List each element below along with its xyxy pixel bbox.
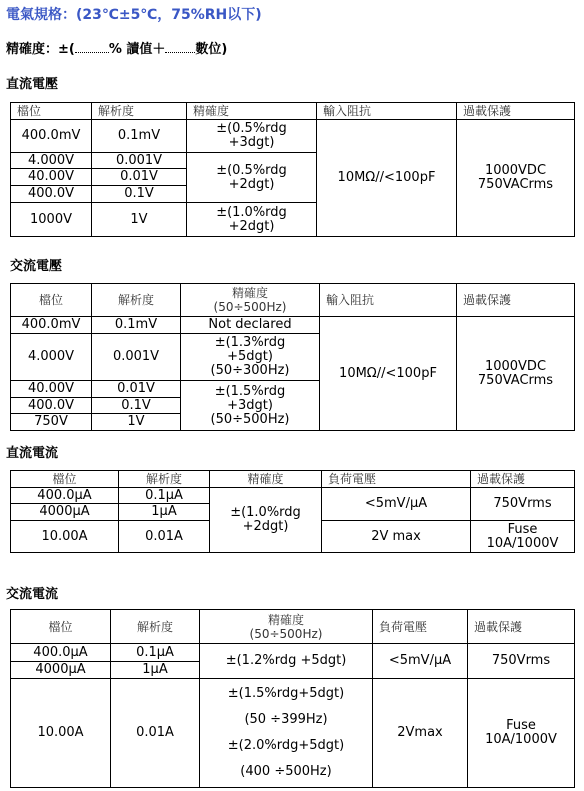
- range-cell: 400.0mV: [11, 317, 92, 334]
- accuracy-line: ±(0.5%rdg: [216, 121, 287, 136]
- accuracy-cell: [200, 679, 373, 788]
- accuracy-line: ±(1.3%rdg: [214, 335, 286, 350]
- accuracy-line: ±(1.5%rdg+5dgt): [227, 686, 345, 701]
- resolution-cell: 0.1V: [92, 186, 187, 203]
- overload-cell: [457, 317, 575, 431]
- range-cell: 4.000V: [11, 334, 92, 381]
- range-cell: 10.00A: [11, 521, 119, 553]
- overload-line: 750VACrms: [477, 177, 554, 192]
- resolution-cell: 0.001V: [92, 153, 187, 169]
- header-accuracy-freq: (50÷500Hz): [213, 300, 287, 314]
- accuracy-freq: (50÷300Hz): [210, 363, 290, 378]
- header-accuracy: 精確度: [210, 471, 322, 488]
- header-accuracy: 精確度: [187, 103, 317, 120]
- resolution-cell: 1V: [92, 414, 181, 431]
- range-cell: 40.00V: [11, 169, 92, 186]
- overload-line: Fuse: [507, 521, 538, 537]
- accuracy-blank-percent: [75, 52, 109, 53]
- burden-cell: <5mV/μA: [373, 644, 468, 679]
- overload-line: 10A/1000V: [486, 535, 559, 551]
- page-title: 電氣規格：(23℃±5℃，75%RH以下): [6, 7, 262, 23]
- resolution-cell: 0.01V: [92, 169, 187, 186]
- header-resolution: 解析度: [92, 103, 187, 120]
- accuracy-cell: [187, 203, 317, 237]
- header-range: 檔位: [11, 284, 92, 317]
- header-range: 檔位: [11, 103, 92, 120]
- acv-table: [10, 283, 575, 431]
- accuracy-line: +5dgt): [227, 349, 273, 364]
- range-cell: 1000V: [11, 203, 92, 237]
- range-cell: 10.00A: [11, 679, 111, 788]
- resolution-cell: 0.1μA: [111, 644, 200, 662]
- range-cell: 400.0mV: [11, 120, 92, 153]
- range-cell: 750V: [11, 414, 92, 431]
- accuracy-blank-digits: [165, 52, 195, 53]
- table-header-row: [11, 103, 575, 120]
- accuracy-line: +3dgt): [227, 397, 273, 413]
- header-overload: 過載保護: [457, 103, 575, 120]
- accuracy-formula: [6, 38, 227, 57]
- accuracy-line: ±(0.5%rdg: [216, 162, 287, 178]
- accuracy-cell: [181, 334, 320, 381]
- accuracy-freq: (400 ÷500Hz): [240, 764, 332, 779]
- header-burden: 負荷電壓: [373, 610, 468, 644]
- range-cell: 40.00V: [11, 381, 92, 398]
- dcv-table: [10, 102, 575, 237]
- header-resolution: 解析度: [92, 284, 181, 317]
- accuracy-cell: ±(1.2%rdg +5dgt): [200, 644, 373, 679]
- header-accuracy-line: 精確度: [231, 286, 268, 300]
- resolution-cell: 1μA: [119, 504, 210, 521]
- overload-cell: 750Vrms: [468, 644, 575, 679]
- accuracy-line: +3dgt): [228, 135, 275, 150]
- overload-line: 1000VDC: [484, 358, 547, 374]
- range-cell: 400.0μA: [11, 488, 119, 504]
- table-header-row: [11, 471, 575, 488]
- overload-cell: [468, 679, 575, 788]
- table-row: [11, 317, 575, 334]
- accuracy-suffix: 數位): [195, 42, 228, 57]
- resolution-cell: 1μA: [111, 662, 200, 679]
- header-range: 檔位: [11, 471, 119, 488]
- range-cell: 4000μA: [11, 504, 119, 521]
- range-cell: 400.0V: [11, 398, 92, 414]
- overload-cell: 750Vrms: [471, 488, 575, 521]
- accuracy-freq: (50÷500Hz): [210, 411, 290, 427]
- resolution-cell: 0.01V: [92, 381, 181, 398]
- accuracy-prefix: 精確度：±(: [6, 42, 75, 57]
- header-accuracy: [200, 610, 373, 644]
- accuracy-line: +2dgt): [228, 218, 275, 234]
- table-row: [11, 679, 575, 788]
- accuracy-line: +2dgt): [228, 176, 275, 192]
- resolution-cell: 0.1mV: [92, 120, 187, 153]
- header-overload: 過載保護: [471, 471, 575, 488]
- acv-section-title: 交流電壓: [10, 259, 63, 274]
- overload-cell: [457, 120, 575, 237]
- resolution-cell: 0.1μA: [119, 488, 210, 504]
- accuracy-cell: Not declared: [181, 317, 320, 334]
- range-cell: 4.000V: [11, 153, 92, 169]
- accuracy-line: ±(1.5%rdg: [214, 383, 286, 399]
- header-impedance: 輸入阻抗: [320, 284, 457, 317]
- accuracy-mid: % 讀值＋: [108, 42, 166, 57]
- table-row: [11, 120, 575, 153]
- resolution-cell: 0.01A: [119, 521, 210, 553]
- burden-cell: 2V max: [322, 521, 471, 553]
- table-row: [11, 644, 575, 662]
- accuracy-freq: (50 ÷399Hz): [244, 712, 328, 727]
- resolution-cell: 0.01A: [111, 679, 200, 788]
- range-cell: 400.0μA: [11, 644, 111, 662]
- header-overload: 過載保護: [457, 284, 575, 317]
- accuracy-line: ±(1.0%rdg: [230, 505, 301, 520]
- resolution-cell: 0.1mV: [92, 317, 181, 334]
- range-cell: 4000μA: [11, 662, 111, 679]
- aca-table: [10, 609, 575, 788]
- dca-section-title: 直流電流: [6, 446, 59, 461]
- aca-section-title: 交流電流: [6, 587, 59, 602]
- header-overload: 過載保護: [468, 610, 575, 644]
- dca-table: [10, 470, 575, 553]
- overload-line: 750VACrms: [477, 372, 554, 388]
- dcv-section-title: 直流電壓: [6, 77, 59, 92]
- accuracy-line: ±(2.0%rdg+5dgt): [227, 738, 345, 753]
- impedance-cell: 10MΩ//<100pF: [317, 120, 457, 237]
- header-impedance: 輸入阻抗: [317, 103, 457, 120]
- accuracy-cell: [187, 120, 317, 153]
- overload-line: 1000VDC: [484, 163, 547, 178]
- overload-line: 10A/1000V: [485, 732, 557, 747]
- header-range: 檔位: [11, 610, 111, 644]
- header-resolution: 解析度: [111, 610, 200, 644]
- table-row: [11, 488, 575, 504]
- accuracy-line: +2dgt): [242, 519, 289, 534]
- accuracy-cell: [181, 381, 320, 431]
- overload-line: Fuse: [506, 718, 536, 733]
- overload-cell: [471, 521, 575, 553]
- range-cell: 400.0V: [11, 186, 92, 203]
- accuracy-cell: [210, 488, 322, 553]
- header-accuracy-freq: (50÷500Hz): [249, 626, 323, 641]
- header-resolution: 解析度: [119, 471, 210, 488]
- accuracy-cell: [187, 153, 317, 203]
- resolution-cell: 0.1V: [92, 398, 181, 414]
- resolution-cell: 1V: [92, 203, 187, 237]
- header-accuracy: [181, 284, 320, 317]
- resolution-cell: 0.001V: [92, 334, 181, 381]
- table-header-row: [11, 284, 575, 317]
- header-burden: 負荷電壓: [322, 471, 471, 488]
- header-accuracy-line: 精確度: [267, 612, 304, 627]
- burden-cell: 2Vmax: [373, 679, 468, 788]
- table-header-row: [11, 610, 575, 644]
- burden-cell: <5mV/μA: [322, 488, 471, 521]
- accuracy-line: ±(1.0%rdg: [216, 204, 287, 220]
- impedance-cell: 10MΩ//<100pF: [320, 317, 457, 431]
